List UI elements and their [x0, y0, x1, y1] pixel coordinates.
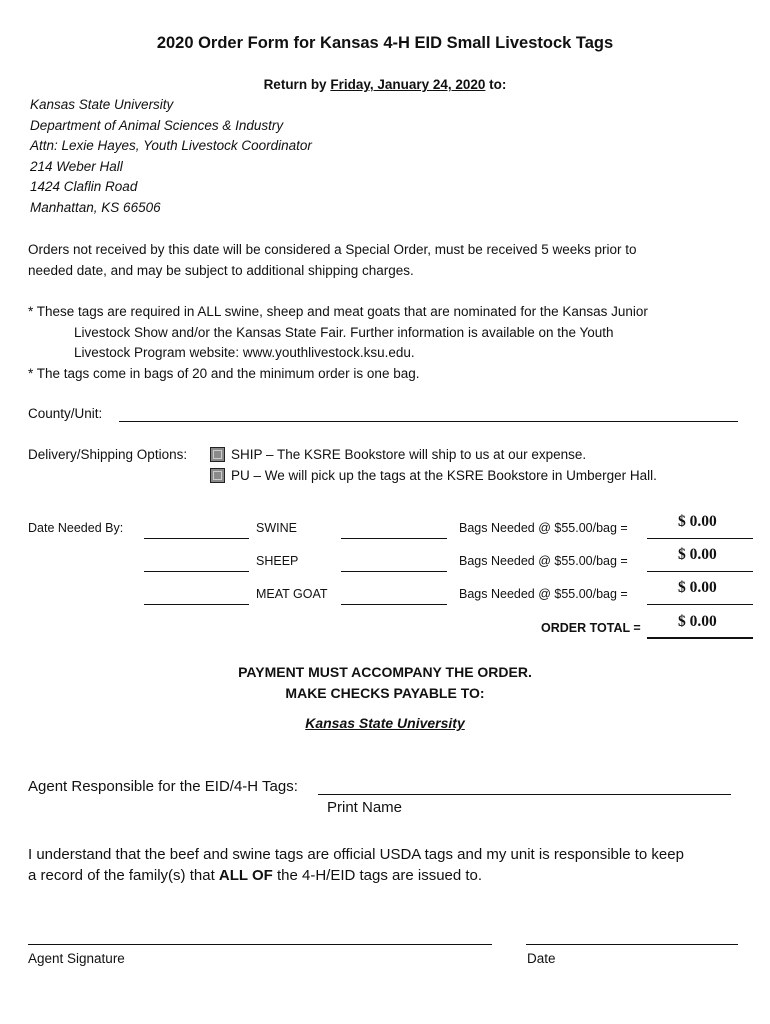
agent-label: Agent Responsible for the EID/4-H Tags:: [28, 778, 298, 795]
county-input-line[interactable]: [119, 421, 738, 422]
special-order-notice: [28, 240, 637, 281]
bags-label: Bags Needed @ $55.00/bag =: [459, 587, 628, 601]
note-line: Livestock Program website: www.youthlivestock.ksu.edu.: [74, 345, 415, 361]
payment-line-2: MAKE CHECKS PAYABLE TO:: [285, 685, 485, 701]
row-amount: $ 0.00: [678, 579, 717, 596]
amount-line[interactable]: [647, 571, 753, 572]
agent-statement: [28, 844, 684, 886]
statement-line: [28, 865, 684, 886]
row-amount: $ 0.00: [678, 513, 717, 530]
return-suffix: to:: [485, 77, 507, 92]
mailing-address: [30, 95, 312, 219]
statement-text: the 4-H/EID tags are issued to.: [272, 867, 483, 884]
date-needed-label: Date Needed By:: [28, 521, 124, 535]
address-line: Attn: Lexie Hayes, Youth Livestock Coordinator: [30, 138, 312, 154]
return-date: Friday, January 24, 2020: [330, 77, 486, 92]
tag-count-field[interactable]: [341, 604, 447, 605]
species-label: SHEEP: [256, 554, 299, 568]
agent-name-line[interactable]: [318, 794, 731, 795]
signature-date-line[interactable]: [526, 944, 738, 945]
date-needed-field[interactable]: [144, 604, 249, 605]
form-title: 2020 Order Form for Kansas 4-H EID Small Livestock Tags: [156, 34, 614, 52]
ship-checkbox[interactable]: [210, 447, 225, 462]
agent-signature-label: Agent Signature: [28, 951, 125, 966]
note-line: Livestock Show and/or the Kansas State Fair. Further information is available on the Youth: [74, 324, 614, 340]
bags-label: Bags Needed @ $55.00/bag =: [459, 554, 628, 568]
statement-text: a record of the family(s) that: [28, 867, 219, 884]
tag-count-field[interactable]: [341, 538, 447, 539]
payee-name: Kansas State University: [305, 715, 465, 731]
pickup-checkbox[interactable]: [210, 468, 225, 483]
payment-line-1: PAYMENT MUST ACCOMPANY THE ORDER.: [238, 664, 532, 680]
statement-line: I understand that the beef and swine tags are official USDA tags and my unit is responsible to keep: [28, 846, 684, 863]
bags-label: Bags Needed @ $55.00/bag =: [459, 521, 628, 535]
address-line: 1424 Claflin Road: [30, 179, 138, 195]
row-amount: $ 0.00: [678, 546, 717, 563]
signature-date-label: Date: [527, 951, 556, 966]
notes: [28, 302, 648, 384]
special-order-line: Orders not received by this date will be considered a Special Order, must be received 5 weeks prior to: [28, 242, 637, 257]
pickup-option-label: PU – We will pick up the tags at the KSRE Bookstore in Umberger Hall.: [231, 468, 657, 483]
address-line: Department of Animal Sciences & Industry: [30, 117, 284, 133]
amount-line[interactable]: [647, 604, 753, 605]
tag-count-field[interactable]: [341, 571, 447, 572]
amount-line[interactable]: [647, 538, 753, 539]
date-needed-field[interactable]: [144, 571, 249, 572]
special-order-line: needed date, and may be subject to additional shipping charges.: [28, 262, 414, 278]
delivery-label: Delivery/Shipping Options:: [28, 447, 188, 462]
order-total-line[interactable]: [647, 637, 753, 639]
address-line: 214 Weber Hall: [30, 158, 123, 174]
order-total-label: ORDER TOTAL =: [541, 621, 641, 635]
date-needed-field[interactable]: [144, 538, 249, 539]
return-prefix: Return by: [263, 77, 331, 92]
signature-line[interactable]: [28, 944, 492, 945]
return-by-line: [0, 77, 770, 92]
address-line: Kansas State University: [30, 97, 174, 112]
statement-bold: ALL OF: [218, 867, 273, 884]
county-label: County/Unit:: [28, 406, 103, 421]
species-label: MEAT GOAT: [256, 587, 328, 601]
print-name-label: Print Name: [327, 799, 403, 816]
address-line: Manhattan, KS 66506: [30, 199, 161, 215]
ship-option-label: SHIP – The KSRE Bookstore will ship to us at our expense.: [231, 447, 587, 462]
species-label: SWINE: [256, 521, 297, 535]
order-total-amount: $ 0.00: [678, 613, 717, 630]
note-line: * The tags come in bags of 20 and the minimum order is one bag.: [28, 365, 420, 381]
note-line: * These tags are required in ALL swine, sheep and meat goats that are nominated for the Kansas Junior: [28, 304, 648, 319]
